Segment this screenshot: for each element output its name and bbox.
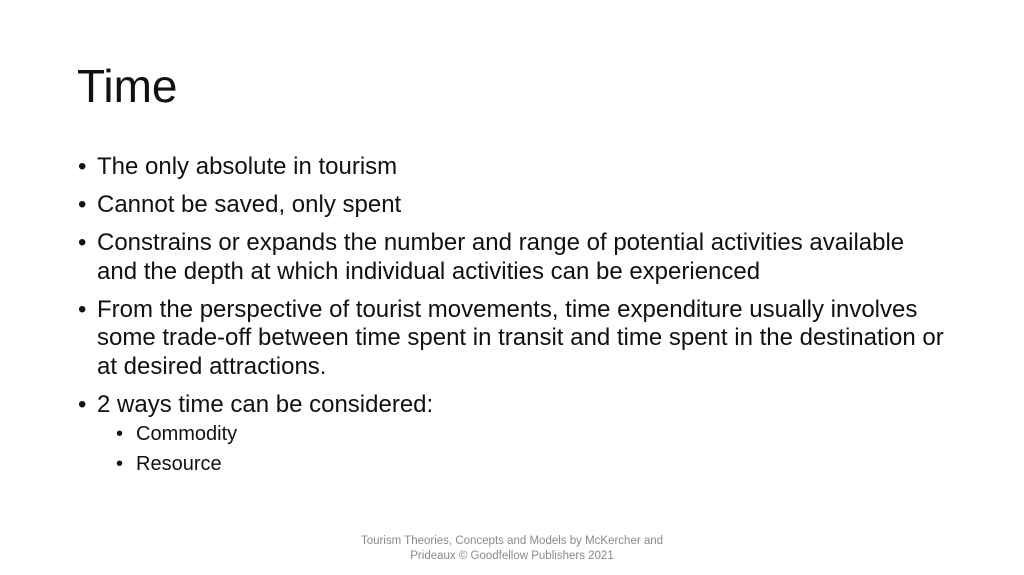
sub-bullet-list	[97, 422, 948, 477]
bullet-item: • The only absolute in tourism	[78, 153, 948, 182]
slide-footer	[340, 534, 684, 564]
footer-line: Prideaux © Goodfellow Publishers 2021	[410, 550, 614, 562]
sub-bullet-item: • Commodity	[116, 422, 948, 447]
bullet-item-text: 2 ways time can be considered:	[97, 390, 434, 418]
bullet-item-with-sublist	[78, 391, 948, 478]
sub-bullet-item: • Resource	[116, 452, 948, 477]
bullet-list	[78, 153, 948, 487]
footer-line: Tourism Theories, Concepts and Models by McKercher and	[360, 535, 664, 547]
bullet-item: • Cannot be saved, only spent	[78, 191, 948, 220]
slide-title: Time	[77, 60, 178, 112]
bullet-item: • From the perspective of tourist movements, time expenditure usually involves some trade-off between time spent in transit and time spent in the destination or at desired attractions.	[78, 296, 948, 382]
bullet-item: • Constrains or expands the number and range of potential activities available and the depth at which individual activities can be experienced	[78, 229, 948, 286]
